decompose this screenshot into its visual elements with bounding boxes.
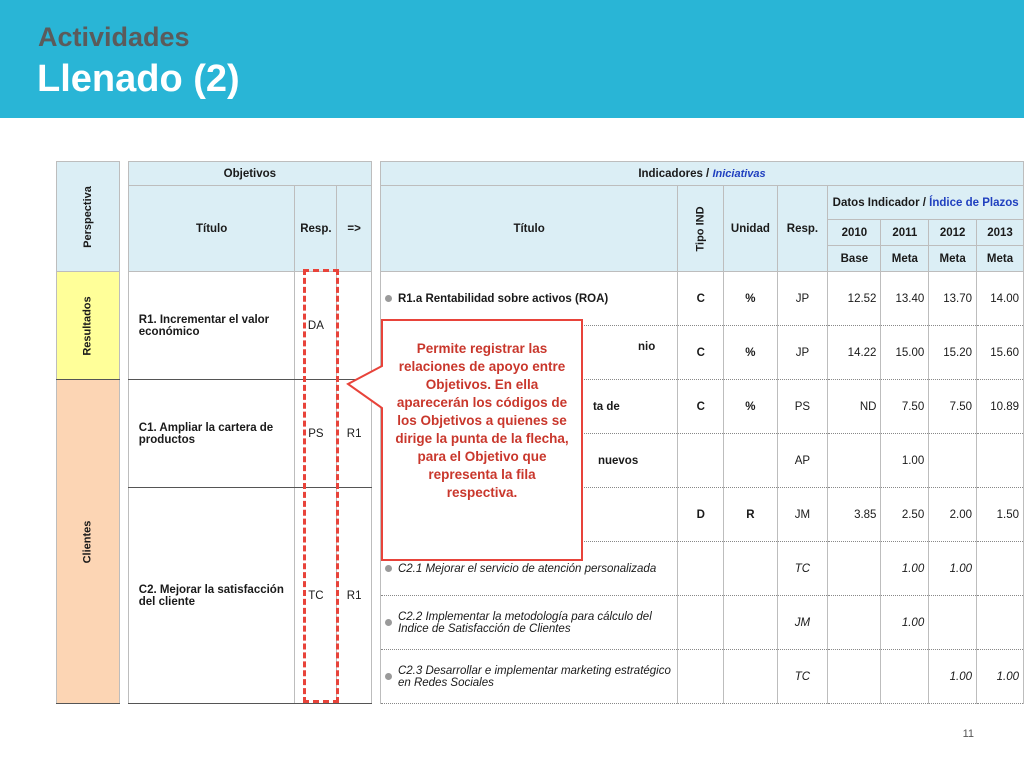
- year-2013: 2013: [977, 220, 1024, 246]
- year-2010: 2010: [828, 220, 881, 246]
- indicator-title: ta de: [380, 380, 677, 434]
- table-row: C2.1 Mejorar el servicio de atención personalizada TC 1.00 1.00: [57, 542, 1024, 596]
- objective-resp: PS: [295, 380, 337, 488]
- table-row: nuevos AP 1.00: [57, 434, 1024, 488]
- table-row: Clientes C1. Ampliar la cartera de productos PS R1 ta de C % PS ND 7.50 7.50 10.89: [57, 380, 1024, 434]
- perspective-clientes: Clientes: [57, 380, 120, 704]
- tipo-ind-header: Tipo IND: [678, 186, 724, 272]
- objective-title: R1. Incrementar el valor económico: [128, 272, 295, 380]
- objective-title: C1. Ampliar la cartera de productos: [128, 380, 295, 488]
- indicadores-header: Indicadores / Iniciativas: [380, 162, 1023, 186]
- table-row: nio C % JP 14.22 15.00 15.20 15.60: [57, 326, 1024, 380]
- year-2011: 2011: [881, 220, 929, 246]
- table-row: C2.2 Implementar la metodología para cálculo del Indice de Satisfacción de Clientes JM 1.00: [57, 596, 1024, 650]
- objetivo-resp-header: Resp.: [295, 186, 337, 272]
- perspective-resultados: Resultados: [57, 272, 120, 380]
- slide-subtitle: Actividades: [38, 22, 190, 52]
- label-meta-2013: Meta: [977, 246, 1024, 272]
- bullet-icon: [385, 619, 392, 626]
- initiative-title: C2.3 Desarrollar e implementar marketing estratégico en Redes Sociales: [380, 650, 677, 704]
- bullet-icon: [385, 295, 392, 302]
- objective-title: C2. Mejorar la satisfacción del cliente: [128, 488, 295, 704]
- objetivo-titulo-header: Título: [128, 186, 295, 272]
- indicator-title: nio: [380, 326, 677, 380]
- table-row: Resultados R1. Incrementar el valor económico DA R1.a Rentabilidad sobre activos (ROA) C % JP 12.52 13.40 13.70 14.00: [57, 272, 1024, 326]
- callout-box: [382, 320, 582, 560]
- label-meta-2012: Meta: [929, 246, 977, 272]
- bullet-icon: [385, 673, 392, 680]
- label-base: Base: [828, 246, 881, 272]
- bullet-icon: [385, 565, 392, 572]
- callout-text: Permite registrar las relaciones de apoyo entre Objetivos. En ella aparecerán los códigos de los Objetivos a quienes se dirige la punta de la flecha, para el Objetivo que representa la fila respectiva.: [395, 341, 569, 500]
- indicador-resp-header: Resp.: [777, 186, 828, 272]
- link-column-highlight: [303, 269, 339, 703]
- page-number: 11: [962, 728, 974, 740]
- slide-header: [0, 0, 1024, 118]
- unidad-header: Unidad: [724, 186, 777, 272]
- indicador-titulo-header: Título: [380, 186, 677, 272]
- indicator-title: nuevos: [380, 434, 677, 488]
- objetivos-header: Objetivos: [128, 162, 371, 186]
- initiative-title: C2.1 Mejorar el servicio de atención personalizada: [380, 542, 677, 596]
- initiative-title: C2.2 Implementar la metodología para cálculo del Indice de Satisfacción de Clientes: [380, 596, 677, 650]
- label-meta-2011: Meta: [881, 246, 929, 272]
- objective-resp: TC: [295, 488, 337, 704]
- table-row: C2. Mejorar la satisfacción del cliente TC R1 D R JM 3.85 2.50 2.00 1.50: [57, 488, 1024, 542]
- perspectiva-header: Perspectiva: [57, 162, 120, 272]
- datos-indicador-header: Datos Indicador / Índice de Plazos: [828, 186, 1024, 220]
- table-row: C2.3 Desarrollar e implementar marketing estratégico en Redes Sociales TC 1.00 1.00: [57, 650, 1024, 704]
- objective-link: R1: [337, 380, 372, 488]
- indicator-title: R1.a Rentabilidad sobre activos (ROA): [380, 272, 677, 326]
- objective-link: R1: [337, 488, 372, 704]
- slide-title: Llenado (2): [37, 58, 240, 100]
- objetivo-link-header: =>: [337, 186, 372, 272]
- year-2012: 2012: [929, 220, 977, 246]
- objective-resp: DA: [295, 272, 337, 380]
